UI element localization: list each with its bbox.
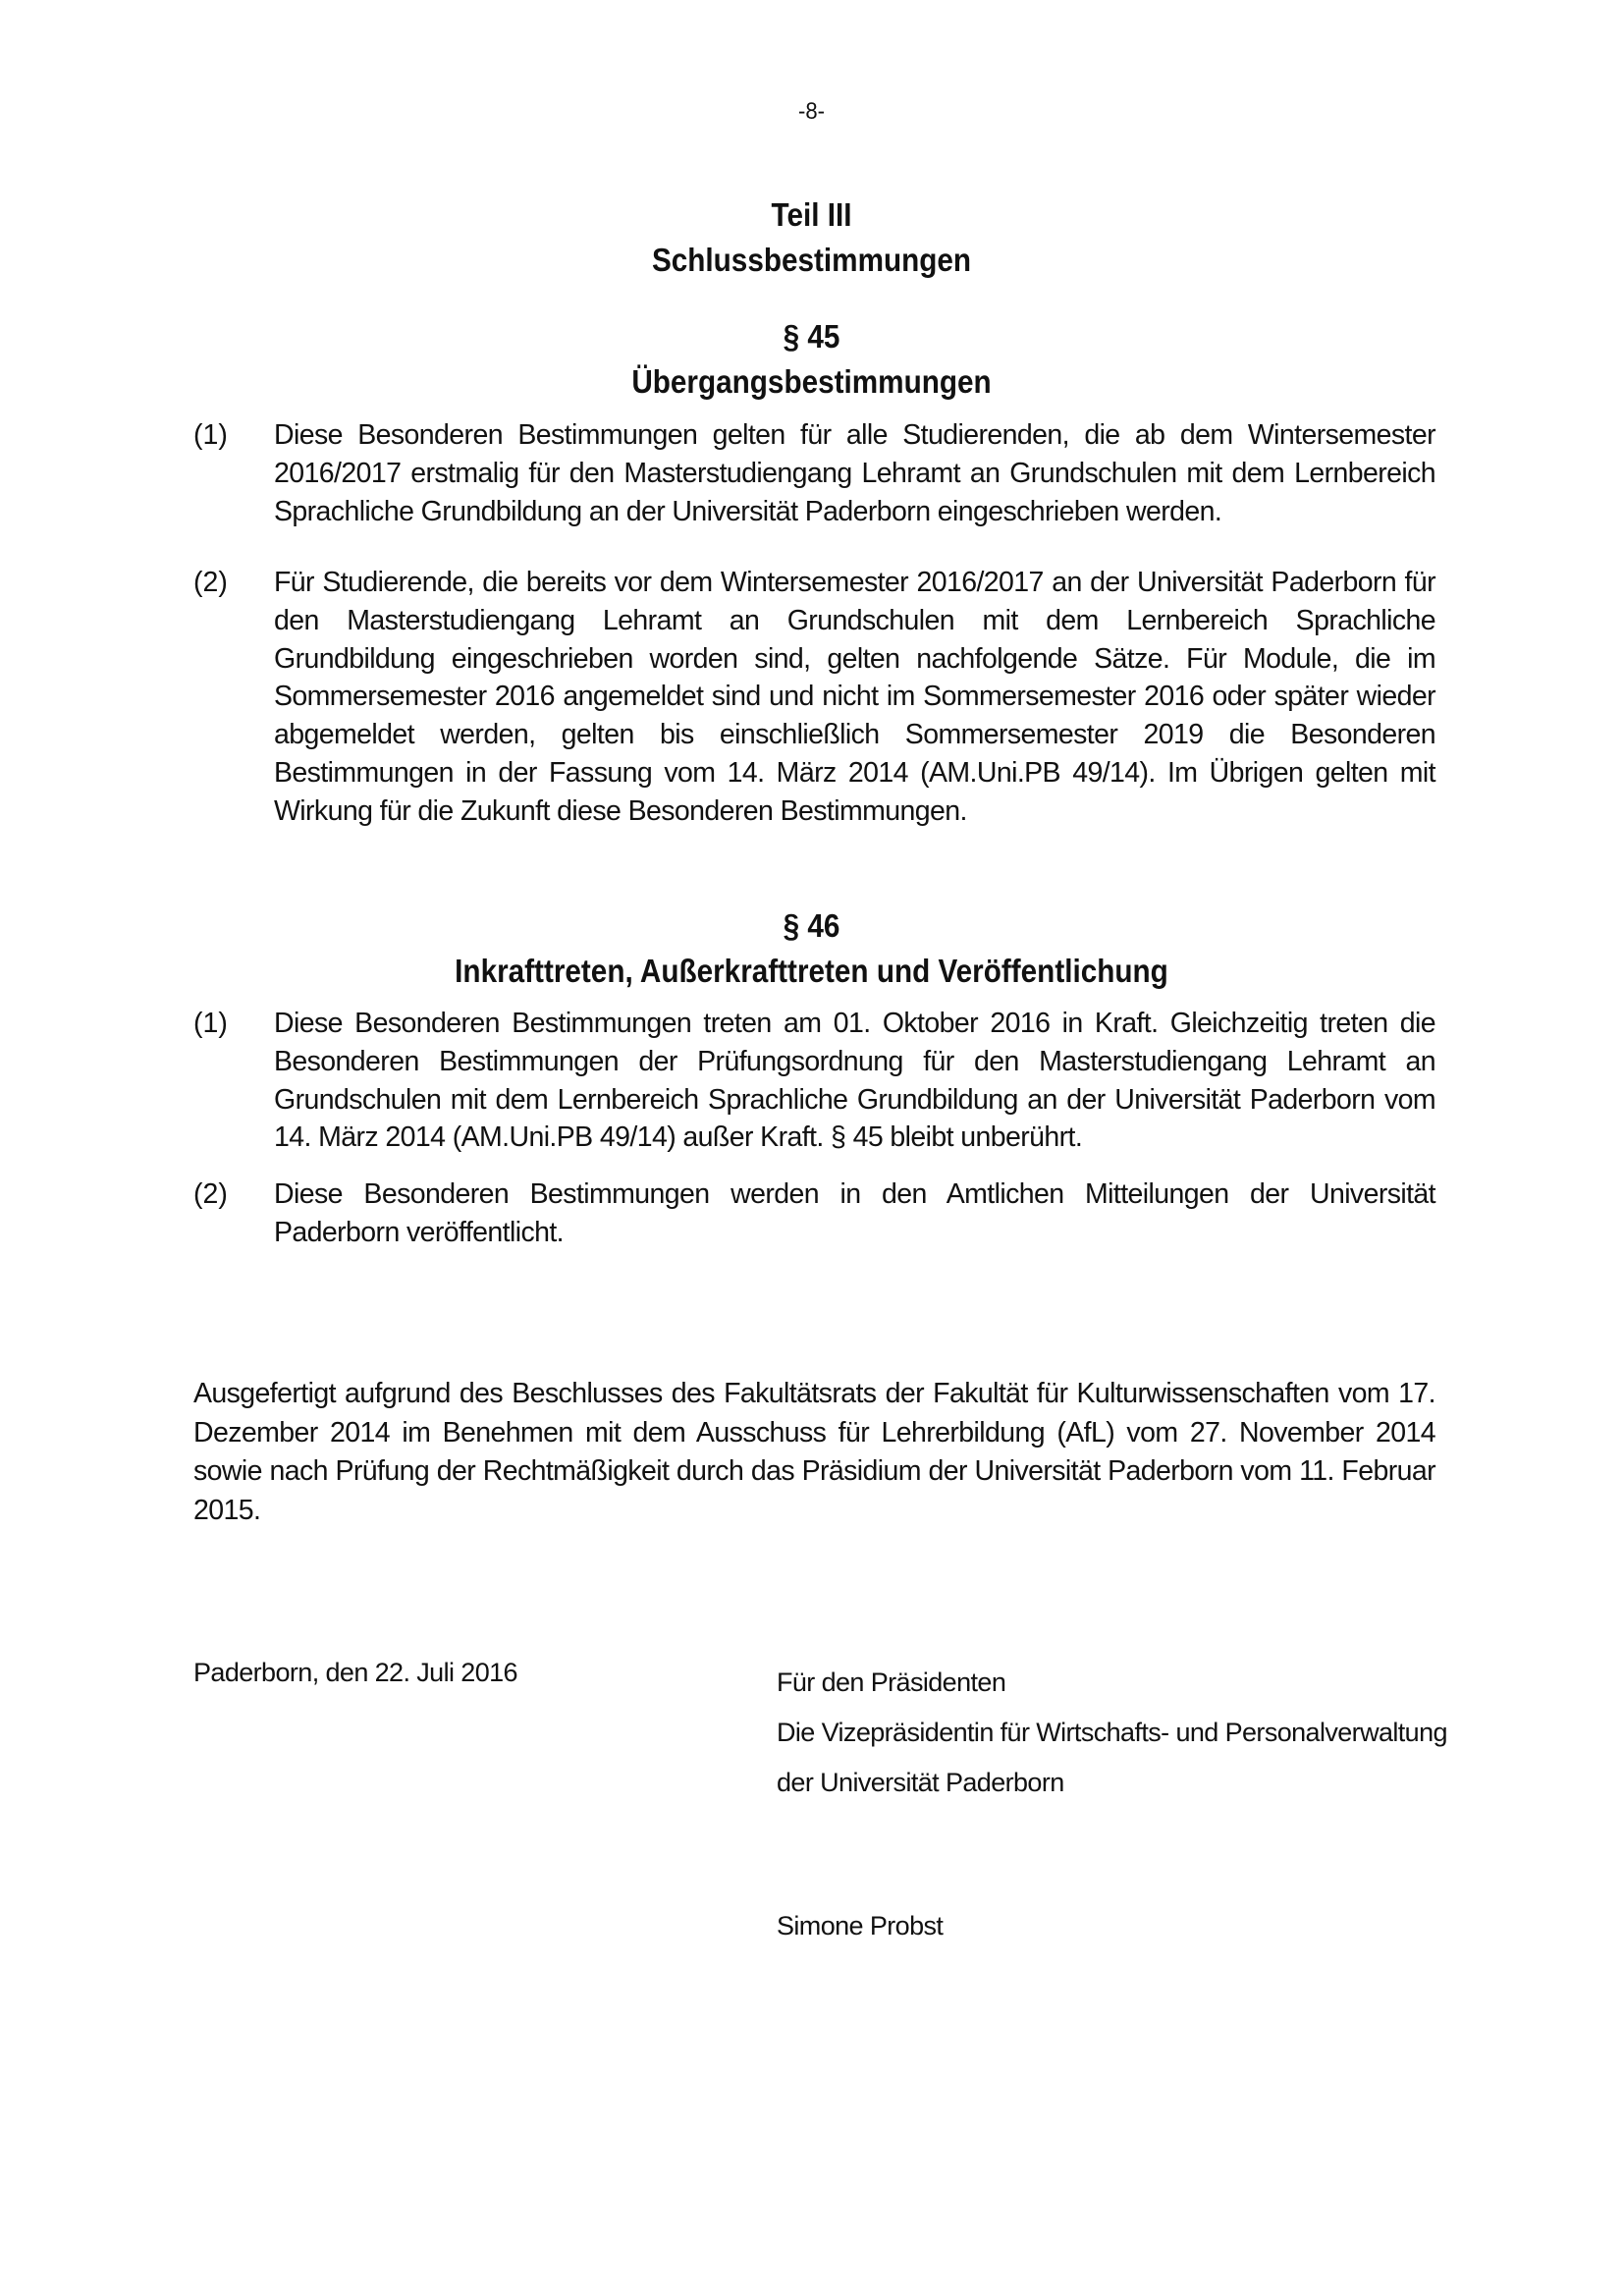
section-46-heading — [0, 903, 1623, 994]
signer-name: Simone Probst — [777, 1911, 944, 1941]
place-date: Paderborn, den 22. Juli 2016 — [193, 1658, 517, 1687]
paragraph-text: Für Studierende, die bereits vor dem Wintersemester 2016/2017 an der Universität Paderborn für den Masterstudiengang Lehramt an Grundschulen mit dem Lernbereich Sprachliche Grundbildung eingeschrieben worden sind, gelten nachfolgende Sätze. Für Module, die im Sommersemester 2016 angemeldet sind und nicht im Sommersemester 2016 oder später wieder abgemeldet werden, gelten bis einschließlich Sommersemester 2019 die Besonderen Bestimmungen in der Fassung vom 14. März 2014 (AM.Uni.PB 49/14). Im Übrigen gelten mit Wirkung für die Zukunft diese Besonderen Bestimmungen. — [274, 567, 1435, 827]
section-45-paragraph-1 — [193, 416, 1435, 530]
paragraph-text: Diese Besonderen Bestimmungen gelten für alle Studierenden, die ab dem Wintersemester 2016/2017 erstmalig für den Masterstudiengang Lehramt an Grundschulen mit dem Lernbereich Sprachliche Grundbildung an der Universität Paderborn eingeschrieben werden. — [274, 419, 1435, 527]
part-heading — [0, 192, 1623, 283]
section-45-title: Übergangsbestimmungen — [631, 363, 992, 400]
part-label: Teil III — [771, 196, 852, 233]
closing-statement: Ausgefertigt aufgrund des Beschlusses des Fakultätsrats der Fakultät für Kulturwissenschaften vom 17. Dezember 2014 im Benehmen mit dem Ausschuss für Lehrerbildung (AfL) vom 27. November 2014 sowie nach Prüfung der Rechtmäßigkeit durch das Präsidium der Universität Paderborn vom 11. Februar 2015. — [193, 1378, 1435, 1526]
section-45-paragraph-2 — [193, 564, 1435, 831]
section-46-number: § 46 — [783, 907, 840, 944]
paragraph-number: (1) — [193, 419, 228, 451]
signature-role: Die Vizepräsidentin für Wirtschafts- und Personalverwaltung — [777, 1718, 1447, 1747]
section-45-number: § 45 — [783, 318, 840, 355]
paragraph-text: Diese Besonderen Bestimmungen werden in den Amtlichen Mitteilungen der Universität Paderborn veröffentlicht. — [274, 1178, 1435, 1248]
part-title: Schlussbestimmungen — [651, 242, 972, 278]
signature-institution: der Universität Paderborn — [777, 1768, 1064, 1797]
paragraph-number: (1) — [193, 1008, 228, 1039]
signature-on-behalf: Für den Präsidenten — [777, 1667, 1006, 1697]
section-46-title: Inkrafttreten, Außerkrafttreten und Veröffentlichung — [455, 953, 1168, 989]
section-46-paragraph-2 — [193, 1175, 1435, 1252]
signature-block — [777, 1658, 1447, 1808]
section-46-paragraph-1 — [193, 1005, 1435, 1157]
section-45-heading — [0, 314, 1623, 405]
paragraph-number: (2) — [193, 1178, 228, 1210]
paragraph-number: (2) — [193, 567, 228, 598]
paragraph-text: Diese Besonderen Bestimmungen treten am 01. Oktober 2016 in Kraft. Gleichzeitig treten die Besonderen Bestimmungen der Prüfungsordnung für den Masterstudiengang Lehramt an Grundschulen mit dem Lernbereich Sprachliche Grundbildung an der Universität Paderborn vom 14. März 2014 (AM.Uni.PB 49/14) außer Kraft. § 45 bleibt unberührt. — [274, 1008, 1435, 1154]
page-number: -8- — [798, 98, 825, 125]
